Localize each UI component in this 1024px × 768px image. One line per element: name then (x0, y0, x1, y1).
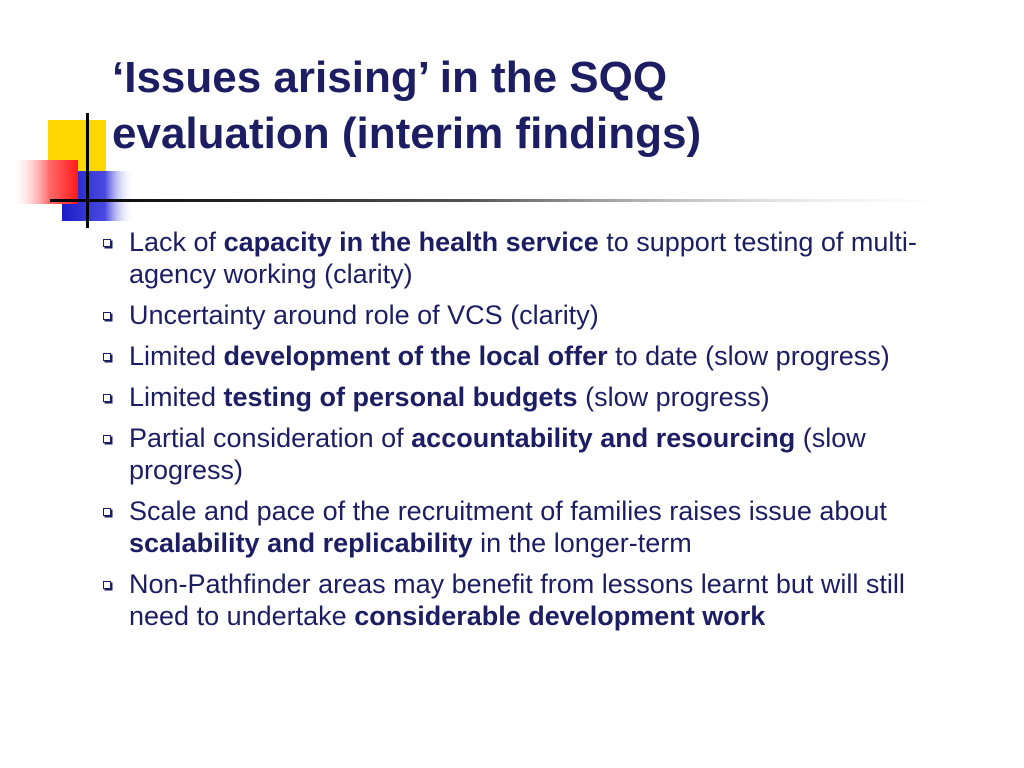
bullet-text: in the longer-term (472, 528, 692, 558)
hollow-square-bullet-icon (103, 312, 111, 320)
bullet-text: (slow progress) (129, 423, 866, 485)
bullet-text: to date (slow progress) (607, 341, 890, 371)
bullet-emphasis: capacity in the health service (223, 227, 599, 257)
hollow-square-bullet-icon (103, 508, 111, 516)
bullet-text: Scale and pace of the recruitment of families raises issue about (129, 496, 887, 526)
bullet-emphasis: accountability and resourcing (411, 423, 796, 453)
bullet-text: Limited (129, 382, 224, 412)
slide-title (112, 50, 992, 162)
red-square (14, 160, 78, 204)
vertical-rule (86, 113, 89, 228)
bullet-text: Limited (129, 341, 224, 371)
bullet-text: Non-Pathfinder areas may benefit from lessons learnt but will still need to undertake (129, 569, 905, 631)
bullet-text: Uncertainty around role of VCS (clarity) (129, 300, 599, 330)
bullet-item (100, 381, 950, 413)
bullet-text: to support testing of multi-agency working (clarity) (129, 227, 917, 289)
hollow-square-bullet-icon (103, 394, 111, 402)
horizontal-rule (50, 199, 990, 202)
bullet-text: Partial consideration of (129, 423, 412, 453)
hollow-square-bullet-icon (103, 353, 111, 361)
bullet-emphasis: scalability and replicability (129, 528, 473, 558)
bullet-item (100, 568, 950, 632)
bullet-item (100, 226, 950, 290)
slide-title-line-2: evaluation (interim findings) (112, 109, 702, 158)
bullet-item (100, 340, 950, 372)
bullet-item (100, 422, 950, 486)
bullet-list (100, 226, 950, 641)
hollow-square-bullet-icon (103, 239, 111, 247)
bullet-item (100, 299, 950, 331)
bullet-emphasis: testing of personal budgets (223, 382, 578, 412)
hollow-square-bullet-icon (103, 435, 111, 443)
slide-title-line-1: ‘Issues arising’ in the SQQ (112, 53, 668, 102)
hollow-square-bullet-icon (103, 581, 111, 589)
bullet-emphasis: considerable development work (354, 601, 766, 631)
bullet-item (100, 495, 950, 559)
bullet-emphasis: development of the local offer (223, 341, 608, 371)
bullet-text: (slow progress) (577, 382, 770, 412)
bullet-text: Lack of (129, 227, 224, 257)
